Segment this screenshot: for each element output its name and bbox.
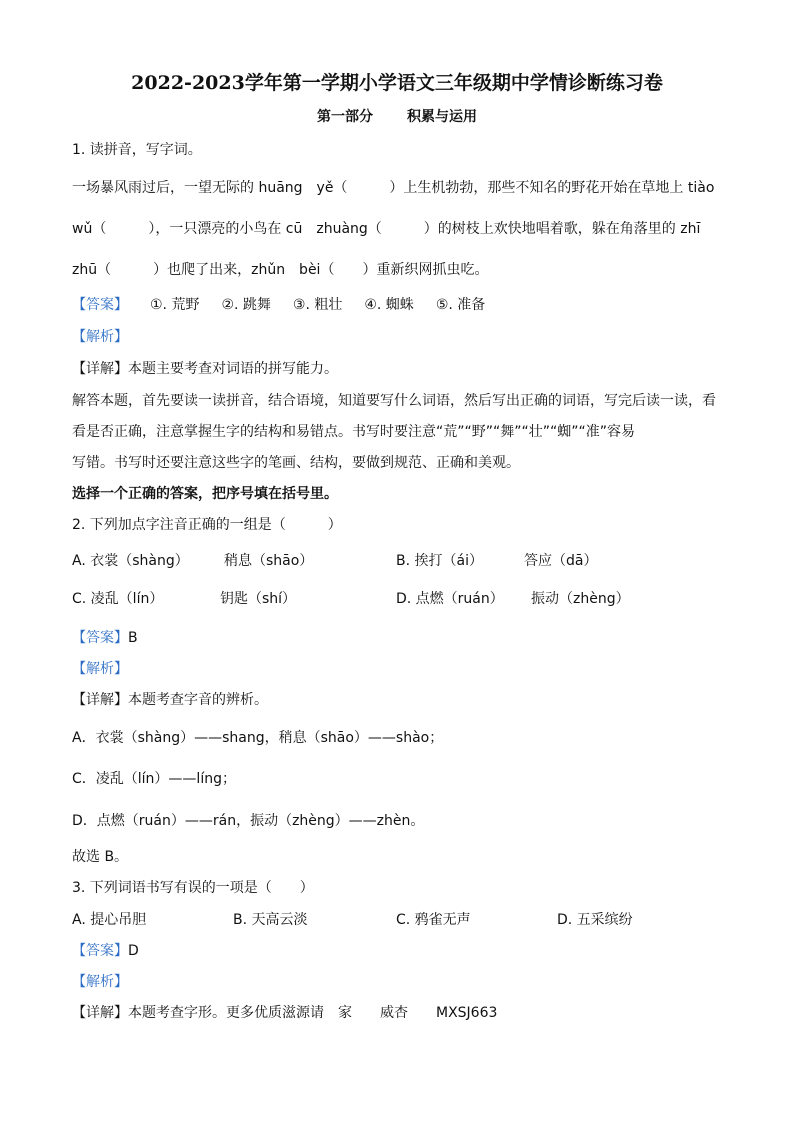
detail-text: 本题考查字音的辨析。 — [128, 692, 268, 708]
section-part: 第一部分 — [317, 109, 373, 125]
q2-option-d1: D. 点燃（ruán） — [396, 591, 504, 607]
detail-tag: 【详解】 — [72, 361, 128, 377]
q2-detail — [72, 690, 268, 710]
detail-text: 本题主要考查对词语的拼写能力。 — [128, 361, 338, 377]
detail-text: 本题考查字形。更多优质滋源请 家 威杏 MXSJ663 — [128, 1005, 498, 1021]
q2-option-b1: B. 挨打（ái） — [396, 553, 483, 569]
q3-answer-row — [72, 941, 139, 961]
q2-explain-c: C．凌乱（lín）——líng； — [72, 771, 236, 787]
section-heading — [0, 106, 794, 126]
q2-option-b2: 答应（dā） — [524, 553, 598, 569]
q2-option-c2: 钥匙（shí） — [220, 591, 297, 607]
q2-explain-a: A．衣裳（shàng）——shang，稍息（shāo）——shào； — [72, 730, 444, 746]
answer-item: ①. 荒野 — [150, 297, 200, 313]
q1-line-1: 一场暴风雨过后，一望无际的 huāng yě（ ）上生机勃勃，那些不知名的野花开始在草地上 tiào — [72, 180, 715, 196]
q3-detail — [72, 1003, 497, 1023]
q1-para-2: 看是否正确，注意掌握生字的结构和易错点。书写时要注意“荒”“野”“舞”“壮”“蜘”“准”容易 — [72, 424, 636, 440]
answer-value: D — [128, 943, 139, 959]
q1-stem: 1. 读拼音，写字词。 — [72, 142, 202, 158]
detail-tag: 【详解】 — [72, 692, 128, 708]
q1-line-2: wǔ（ ），一只漂亮的小鸟在 cū zhuàng（ ）的树枝上欢快地唱着歌，躲在角落里的 zhī — [72, 221, 701, 237]
q1-line-3: zhū（ ）也爬了出来，zhǔn bèi（ ）重新织网抓虫吃。 — [72, 262, 489, 278]
answer-tag: 【答案】 — [72, 297, 128, 313]
q3-option-b: B. 天高云淡 — [233, 912, 308, 928]
q3-option-c: C. 鸦雀无声 — [396, 912, 471, 928]
analysis-tag: 【解析】 — [72, 974, 128, 990]
q2-conclusion: 故选 B。 — [72, 849, 129, 865]
q1-detail — [72, 359, 338, 379]
detail-tag: 【详解】 — [72, 1005, 128, 1021]
q2-option-a2: 稍息（shāo） — [224, 553, 314, 569]
q2-option-c1: C. 凌乱（lín） — [72, 591, 164, 607]
page-title: 2022-2023学年第一学期小学语文三年级期中学情诊断练习卷 — [131, 72, 663, 94]
q1-answer-row — [72, 295, 485, 315]
q2-explain-d: D．点燃（ruán）——rán，振动（zhèng）——zhèn。 — [72, 813, 425, 829]
q1-para-3: 写错。书写时还要注意这些字的笔画、结构，要做到规范、正确和美观。 — [72, 455, 520, 471]
q3-option-d: D. 五采缤纷 — [557, 912, 633, 928]
answer-value: B — [128, 630, 138, 646]
answer-tag: 【答案】 — [72, 630, 128, 646]
q1-para-1: 解答本题，首先要读一读拼音，结合语境，知道要写什么词语，然后写出正确的词语，写完后读一读，看 — [72, 393, 716, 409]
q2-option-a1: A. 衣裳（shàng） — [72, 553, 189, 569]
q3-stem: 3. 下列词语书写有误的一项是（ ） — [72, 880, 314, 896]
q2-answer-row — [72, 628, 138, 648]
section2-heading: 选择一个正确的答案，把序号填在括号里。 — [72, 486, 338, 502]
answer-item: ④. 蜘蛛 — [364, 297, 414, 313]
answer-tag: 【答案】 — [72, 943, 128, 959]
answer-item: ⑤. 准备 — [435, 297, 486, 313]
section-name: 积累与运用 — [407, 109, 477, 125]
q2-stem: 2. 下列加点字注音正确的一组是（ ） — [72, 517, 342, 533]
answer-item: ③. 粗壮 — [292, 297, 343, 313]
q2-option-d2: 振动（zhèng） — [531, 591, 630, 607]
analysis-tag: 【解析】 — [72, 329, 128, 345]
q3-option-a: A. 提心吊胆 — [72, 912, 147, 928]
analysis-tag: 【解析】 — [72, 661, 128, 677]
answer-item: ②. 跳舞 — [221, 297, 271, 313]
